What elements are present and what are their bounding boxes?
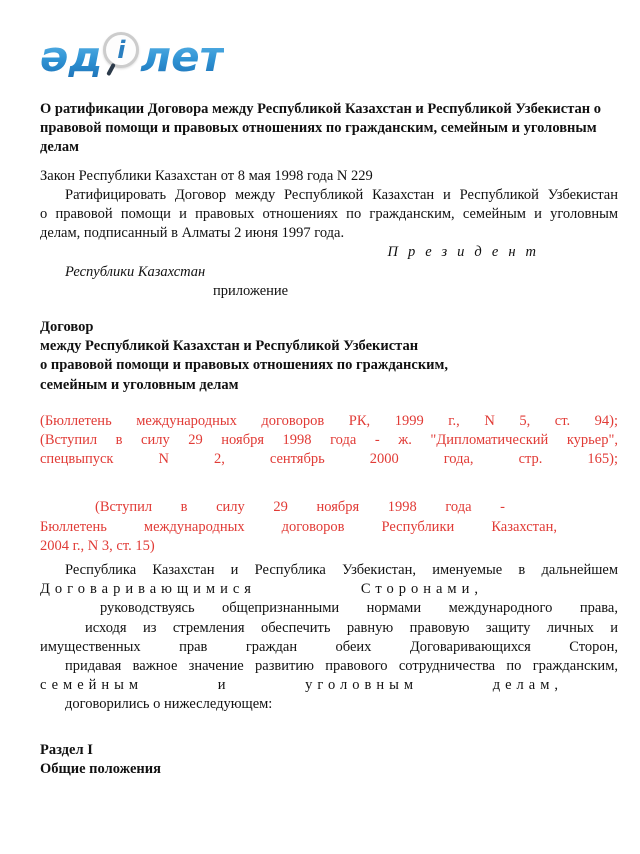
logo-magnified-letter: і xyxy=(117,36,126,64)
law-paragraph xyxy=(40,167,618,301)
adilet-logo xyxy=(40,26,640,82)
preamble-spread-line xyxy=(40,580,483,599)
preamble-word: семейным xyxy=(40,677,144,694)
magnifier-handle-icon xyxy=(107,63,117,76)
law-line: Ратифицировать Договор между Республикой Казахстан и Республикой Узбекистан xyxy=(65,186,618,203)
treaty-heading-line: о правовой помощи и правовых отношениях по гражданским, xyxy=(40,357,449,374)
preamble-word: и xyxy=(217,677,231,694)
source-note-line: Бюллетень международных договоров Республики Казахстан, xyxy=(40,518,557,535)
preamble-line: Республика Казахстан и Республика Узбекистан, именуемые в дальнейшем xyxy=(65,562,618,579)
republic-signature: Республики Казахстан xyxy=(65,263,206,280)
source-note-bulletin xyxy=(40,412,618,470)
preamble xyxy=(40,561,618,715)
title-line: О ратификации Договора между Республикой Казахстан и Республикой Узбекистан о xyxy=(40,101,601,117)
page-title xyxy=(40,100,618,158)
president-signature: Президент xyxy=(387,244,546,261)
section-heading-line: Раздел I xyxy=(40,741,93,758)
section-heading-line: Общие положения xyxy=(40,760,161,777)
treaty-heading-line: Договор xyxy=(40,319,94,336)
preamble-line: придавая важное значение развитию правового сотрудничества по гражданским, xyxy=(65,658,618,675)
preamble-word: уголовным xyxy=(305,677,419,694)
preamble-line: договорились о нижеследующем: xyxy=(65,696,273,713)
magnifier-icon xyxy=(103,32,139,68)
treaty-heading-line: между Республикой Казахстан и Республикой Узбекистан xyxy=(40,338,419,355)
preamble-word: Договаривающимися xyxy=(40,581,256,598)
source-note-line: спецвыпуск N 2, сентябрь 2000 года, стр. 165); xyxy=(40,451,618,468)
preamble-line: руководствуясь общепризнанными нормами международного права, xyxy=(100,600,618,617)
preamble-word: делам, xyxy=(492,677,563,694)
preamble-spread-line xyxy=(40,676,563,695)
law-line: о правовой помощи и правовых отношениях по гражданским, семейным и уголовным xyxy=(40,206,618,223)
law-line: делам, подписанный в Алматы 2 июня 1997 года. xyxy=(40,225,345,242)
treaty-heading xyxy=(40,318,618,395)
source-note-line: (Вступил в силу 29 ноября 1998 года - ж. "Дипломатический курьер", xyxy=(40,432,618,449)
treaty-heading-line: семейным и уголовным делам xyxy=(40,376,239,393)
document-page xyxy=(0,26,640,779)
source-note-line: 2004 г., N 3, ст. 15) xyxy=(40,537,155,554)
logo-text-prefix: әд xyxy=(40,32,103,81)
law-header: Закон Республики Казахстан от 8 мая 1998 года N 229 xyxy=(40,167,373,184)
logo-text-suffix: лет xyxy=(140,32,224,81)
title-line: делам xyxy=(40,139,80,156)
source-note-line: (Вступил в силу 29 ноября 1998 года - xyxy=(95,499,505,516)
preamble-word: Сторонами, xyxy=(360,581,483,598)
title-line: правовой помощи и правовых отношениях по гражданским, семейным и уголовным xyxy=(40,120,597,137)
source-note-entry-into-force xyxy=(40,498,618,556)
section-heading xyxy=(40,741,618,779)
preamble-line: имущественных прав граждан обеих Договаривающихся Сторон, xyxy=(40,638,618,655)
annex-label: приложение xyxy=(213,282,289,299)
preamble-line: исходя из стремления обеспечить равную правовую защиту личных и xyxy=(85,619,618,636)
document-body xyxy=(40,100,618,779)
source-note-line: (Бюллетень международных договоров РК, 1999 г., N 5, ст. 94); xyxy=(40,412,618,429)
